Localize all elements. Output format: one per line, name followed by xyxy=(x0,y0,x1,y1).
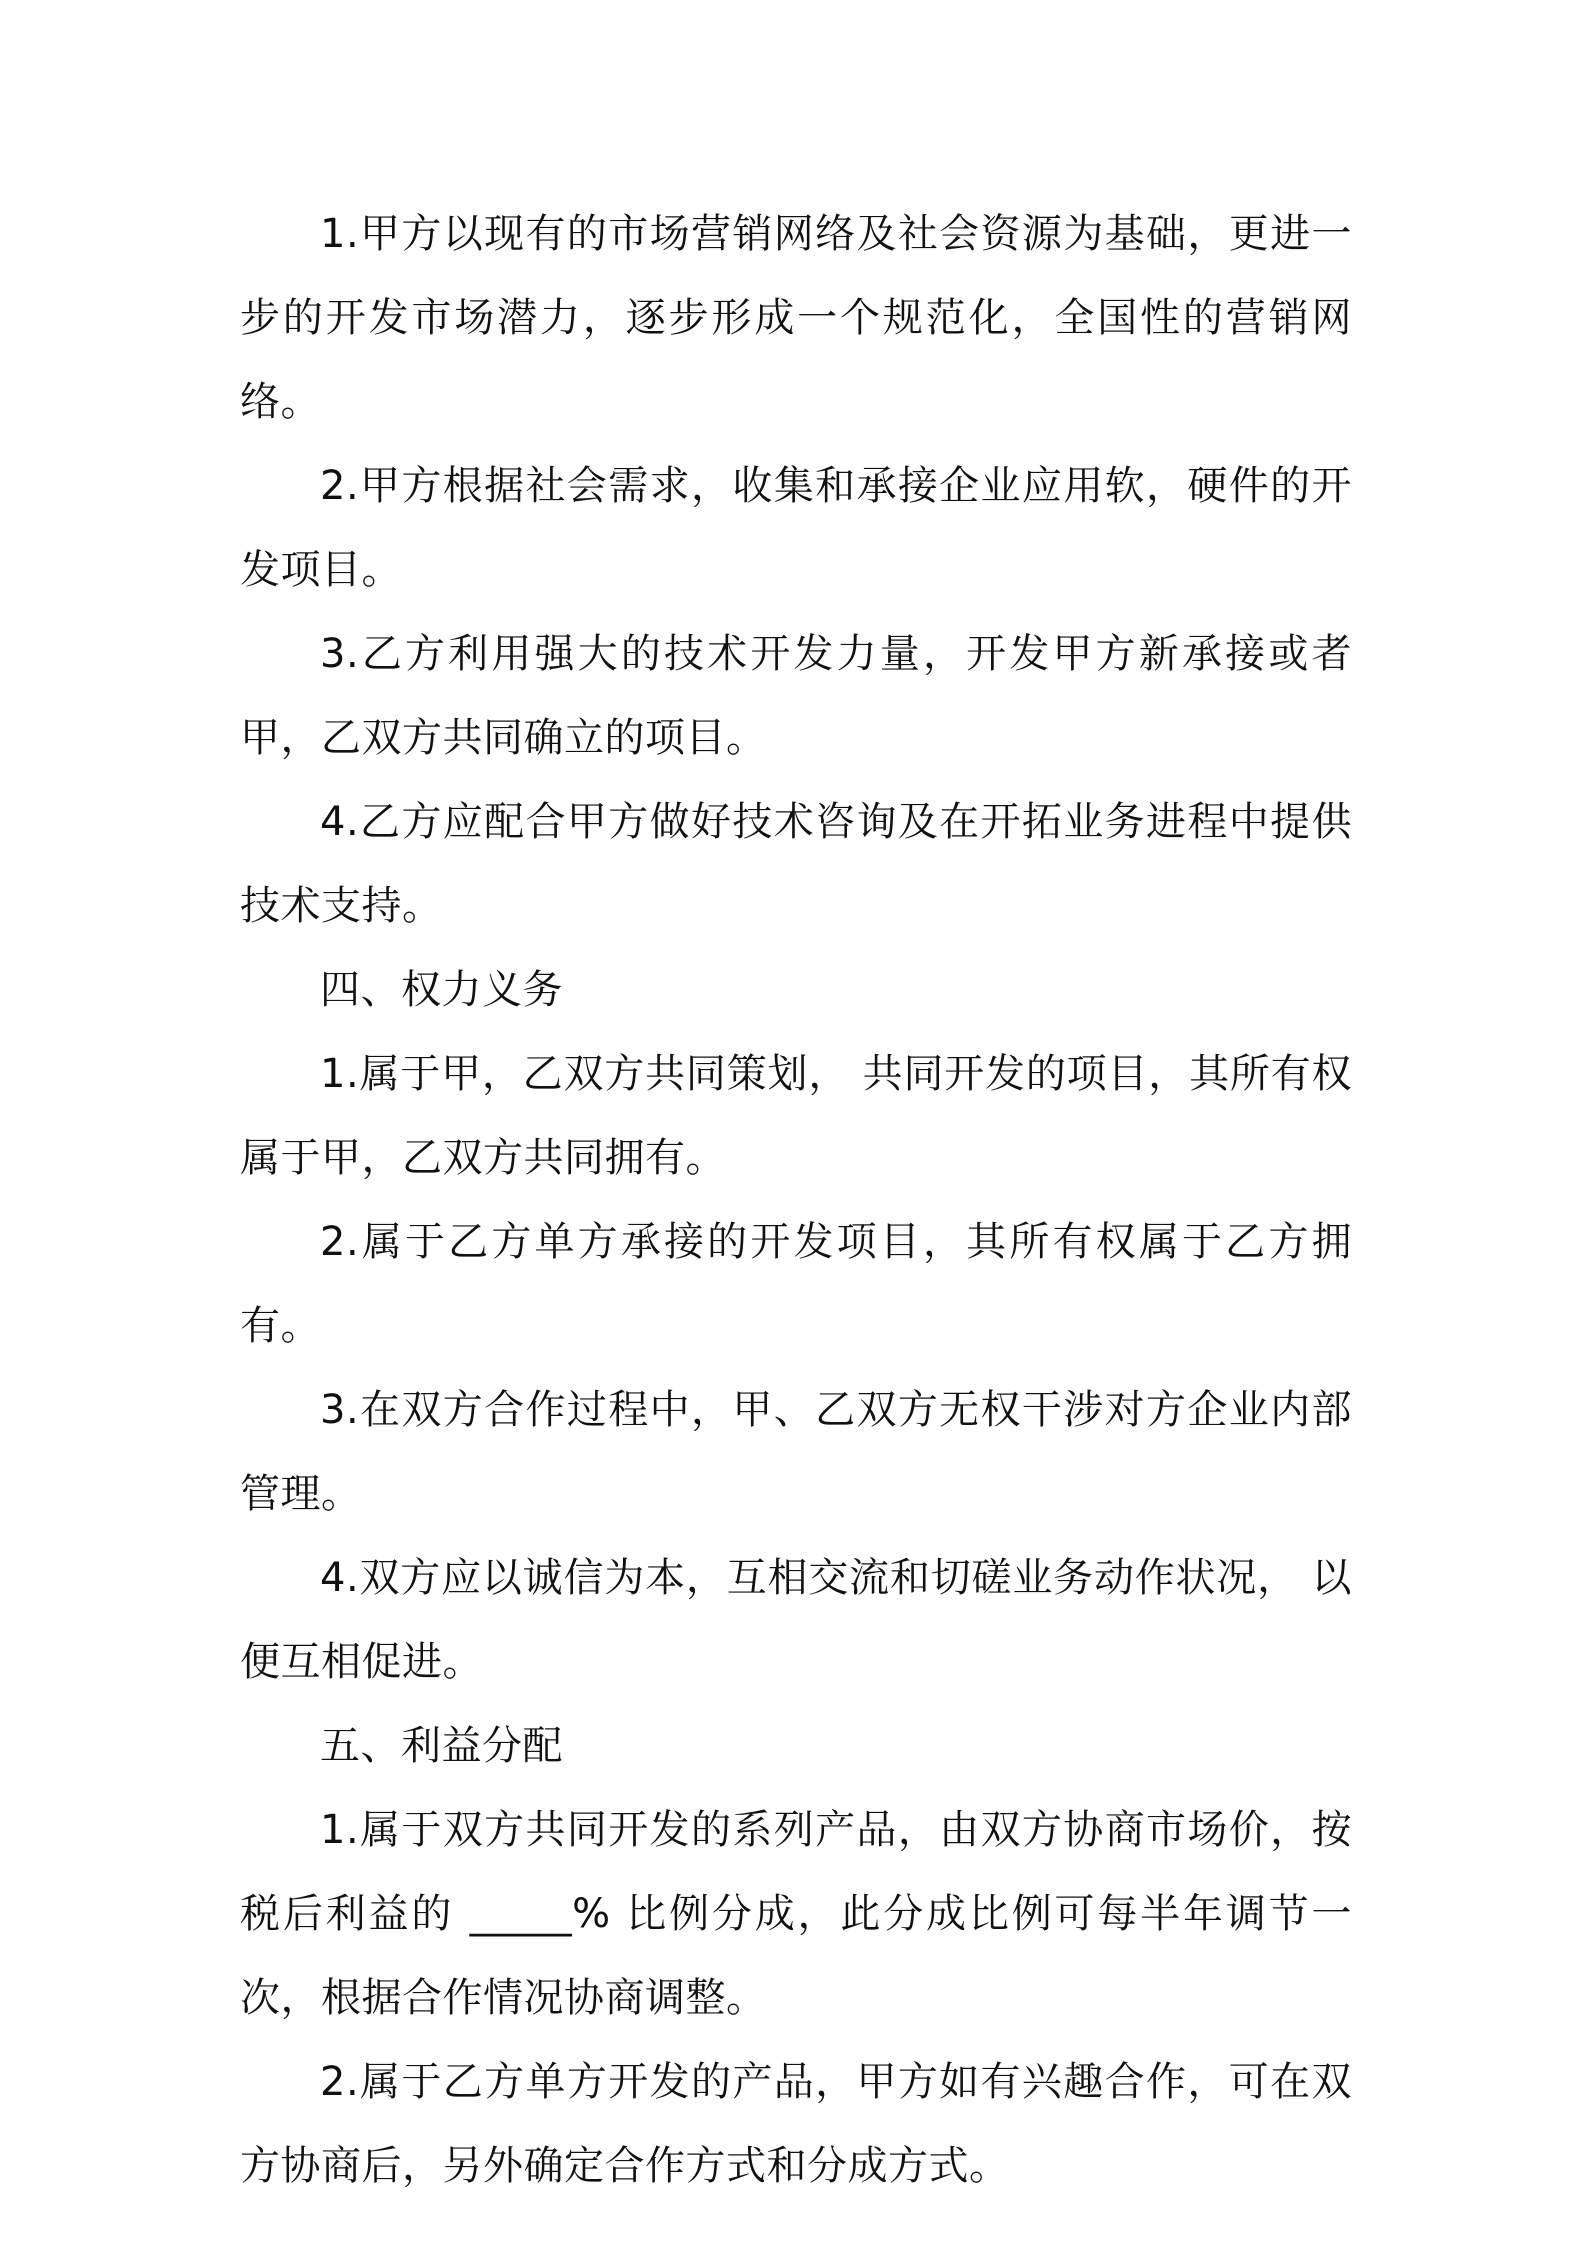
clause-5-item-1: 1.属于双方共同开发的系列产品，由双方协商市场价，按税后利益的 _____% 比例分成，此分成比例可每半年调节一次，根据合作情况协商调整。 xyxy=(240,1807,1352,2021)
clause-5-item-2: 2.属于乙方单方开发的产品，甲方如有兴趣合作，可在双方协商后，另外确定合作方式和分成方式。 xyxy=(240,2059,1352,2189)
clause-4-item-3: 3.在双方合作过程中，甲、乙双方无权干涉对方企业内部管理。 xyxy=(240,1387,1352,1517)
section-heading-rights-obligations: 四、权力义务 xyxy=(320,967,563,1013)
clause-3-item-4: 4.乙方应配合甲方做好技术咨询及在开拓业务进程中提供技术支持。 xyxy=(240,799,1352,929)
clause-4-item-4: 4.双方应以诚信为本，互相交流和切磋业务动作状况， 以便互相促进。 xyxy=(240,1555,1352,1685)
document-body xyxy=(240,192,1352,2208)
section-heading-profit-distribution: 五、利益分配 xyxy=(320,1723,563,1769)
clause-4-item-2: 2.属于乙方单方承接的开发项目，其所有权属于乙方拥有。 xyxy=(240,1219,1352,1349)
clause-3-item-1: 1.甲方以现有的市场营销网络及社会资源为基础，更进一步的开发市场潜力，逐步形成一个规范化，全国性的营销网络。 xyxy=(240,211,1352,425)
clause-3-item-2: 2.甲方根据社会需求，收集和承接企业应用软，硬件的开发项目。 xyxy=(240,463,1352,593)
clause-4-item-1: 1.属于甲，乙双方共同策划， 共同开发的项目，其所有权属于甲，乙双方共同拥有。 xyxy=(240,1051,1352,1181)
clause-3-item-3: 3.乙方利用强大的技术开发力量，开发甲方新承接或者甲，乙双方共同确立的项目。 xyxy=(240,631,1352,761)
